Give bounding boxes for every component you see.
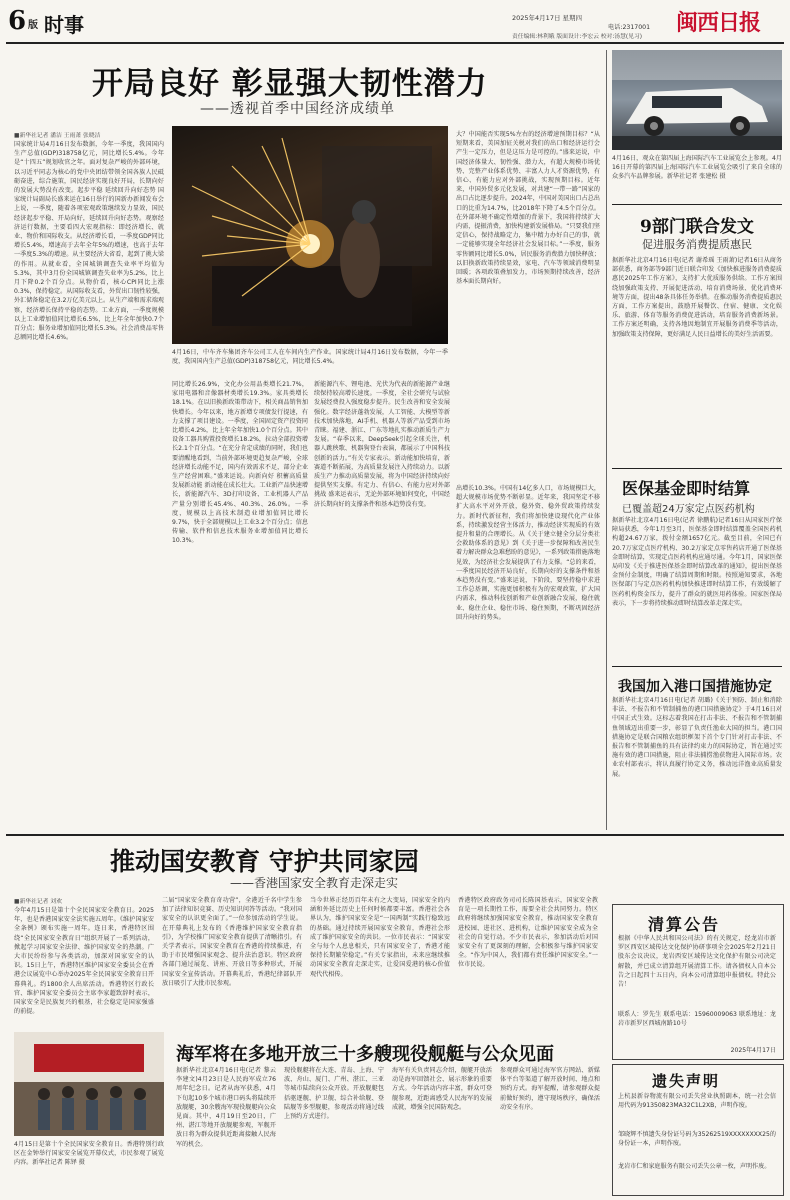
newspaper-brand: 闽西日报 bbox=[676, 10, 761, 36]
third-col4: 参观群众可通过海军官方网站、新媒体平台等渠道了解开放时间、地点和预约方式。海军提醒，请参观群众提前做好预约，遵守现场秩序，确保活动安全有序。 bbox=[500, 1067, 600, 1111]
car-scene bbox=[612, 50, 782, 150]
hk-event-scene bbox=[14, 1032, 164, 1136]
section-title: 时事 bbox=[44, 13, 84, 37]
third-col1: 据新华社北京4月16日电(记者 黎云 李建文)4月23日是人民海军成立76周年纪念日。记者从海军获悉，4月下旬起10多个城市港口码头将陆续开放舰艇，30余艘海军现役舰艇向公众见面。其中，4月19日至20日，广州、湛江等地开放舰艇参观，军舰开放日将为群众提供近距离接触人民海军的机会。 bbox=[176, 1067, 276, 1148]
notice-text: 根据《中华人民共和国公司法》的有关规定，经龙岩市新罗区西安区域传达文化保护协研事项全会2025年2月21日股东会议决议，龙岩西安区域传达文化保护有限公司决定解散，并已成立清算组开展清算工作。请各债权人自本公告之日起四十五日内，向本公司清算组申报债权。特此公告！ bbox=[618, 935, 776, 989]
side-top-text: 据新华社北京4月16日电(记者 谢希瑶 王雨萧)记者16日从商务部获悉，商务部等9部门近日联合印发《加快推进服务消费提质惠民2025年工作方案》，支持扩大优质服务供给。工作方案围绕加强政策支持、开展促进活动、培育消费场景、优化消费环境等方面，提出48条具体任务举措。在推动服务消费提质惠民方面，工作方案提出，鼓励开展餐饮、住宿、健康、文化娱乐、旅游、体育等服务消费促进活动，培育服务消费新场景。工作方案还明确，支持各地因地制宜开展服务消费季等活动，加强政策支持保障，更好满足人民日益增长的美好生活需要。 bbox=[612, 257, 782, 338]
second-headline: 推动国安教育 守护共同家园 bbox=[110, 847, 419, 876]
factory-scene bbox=[172, 126, 448, 344]
header-rule bbox=[6, 42, 784, 44]
second-col4: 香港特区政府政务司司长陈国基表示，国家安全教育是一项长期性工作，需要全社会共同努力。特区政府将继续加强国家安全教育，推动国家安全教育进校园、进社区、进机构，让维护国家安全成为全社会的自觉行动。不少市民表示，参加活动后对国家安全有了更深刻的理解，会积极参与维护国家安全。“作为中国人，我们都有责任维护国家安全。”一位市民说。 bbox=[458, 897, 598, 969]
lost-item-3: 龙岩市仁和家庭服务有限公司丢失公章一枚，声明作废。 bbox=[618, 1163, 771, 1170]
side-mid-subheadline: 已覆盖超24万家定点医药机构 bbox=[622, 504, 755, 515]
side-photo-caption: 4月16日，观众在第四届上海国际汽车工业展览会上参观。4月16日开幕的第四届上海国际汽车工业展览会吸引了来自全球的众多汽车品牌参展。新华社记者 张建松 摄 bbox=[612, 155, 782, 181]
notice-contacts: 联系人：罗先生 联系电话：15960009063 联系地址：龙岩市新罗区西城南路10号 bbox=[618, 1011, 776, 1028]
side-low-text: 据新华社北京4月16日电(记者 胡璐)《关于预防、制止和消除非法、不报告和不管制捕鱼的港口国措施协定》于4月16日对中国正式生效。这标志着我国在打击非法、不报告和不管制捕鱼领域迈出重要一步，彰显了负责任渔业大国的担当。港口国措施协定是联合国粮农组织框架下首个专门针对打击非法、不报告和不管制捕鱼的具有法律约束力的国际协定，旨在通过实施有效的港口国措施，阻止非法捕捞渔获物进入国际市场。农业农村部表示，将认真履行协定义务，推动远洋渔业高质量发展。 bbox=[612, 697, 782, 778]
page-header bbox=[0, 0, 790, 42]
third-headline: 海军将在多地开放三十多艘现役舰艇与公众见面 bbox=[176, 1044, 554, 1065]
column-separator bbox=[606, 50, 607, 830]
second-col1: 今年4月15日是第十个全民国家安全教育日。2025年，也是香港国家安全法实施五周年。《维护国家安全条例》颁布实施一周年。连日来，香港特区围绕“全民国家安全教育日”组织开展了一系列活动，掀起学习国家安全法律、维护国家安全的热潮。广大市民纷纷参与各类活动，加深对国家安全的认识。15日上午，香港特区维护国家安全委员会在香港会议展览中心举办2025年全民国家安全教育日开幕典礼。约1800余人出席活动。香港特区行政长官、维护国家安全委员会主席李家超致辞时表示，国家安全是民族复兴的根基，社会稳定是国家强盛的前提。 bbox=[14, 907, 154, 1016]
lead-headline: 开局良好 彰显强大韧性潜力 bbox=[92, 66, 488, 102]
issue-date: 2025年4月17日 星期四 bbox=[512, 14, 583, 22]
side-rule-3 bbox=[612, 666, 782, 667]
notice-date: 2025年4月17日 bbox=[730, 1047, 776, 1054]
lead-col5: 出增长10.3%。中国有14亿多人口，市场规模巨大，超大规模市场优势不断彰显。近年来，我国坚定不移扩大高水平对外开放，稳外资、稳外贸政策持续发力。新时代新征程，我们将加快建设现代化产业体系，持续激发经营主体活力，推动经济实现质的有效提升和量的合理增长。从《关于建立健全分层分类社会救助体系的意见》到《关于进一步保障和改善民生 着力解决群众急难愁盼的意见》，一系列政策措施落地见效，为经济社会发展提供了有力支撑。“总的来看，一季度国民经济开局良好，长期向好的支撑条件和基本趋势没有变。”盛来运说，下阶段，要坚持稳中求进工作总基调，实施更加积极有为的宏观政策，扩大国内需求，推动科技创新和产业创新融合发展，稳住就业、稳住企业、稳住市场、稳住预期，不断巩固经济回升向好的势头。 bbox=[456, 485, 600, 621]
third-col3: 海军有关负责同志介绍，舰艇开放活动是海军回馈社会、展示形象的重要方式。今年活动内容丰富，群众可登舰参观，近距离感受人民海军的发展成就，增强全民国防观念。 bbox=[392, 1067, 492, 1111]
second-subheadline: ——香港国家安全教育走深走实 bbox=[230, 876, 399, 890]
third-col2: 现役舰艇将在大连、青岛、上海、宁波、舟山、厦门、广州、湛江、三亚等城市陆续向公众开放。开放舰艇包括驱逐舰、护卫舰、综合补给舰、登陆舰等多型舰艇，参观活动将通过线上预约方式进行。 bbox=[284, 1067, 384, 1121]
second-col2: 二届“国家安全教育奇功营”，全港近千名中学生参加了法律知识竞赛、历史知识问答等活动。“我对国家安全的认识更全面了。”一位参加活动的学生说。在开幕典礼上发布的《香港维护国家安全教育指引》，为学校推广国家安全教育提供了清晰指引。有关学者表示，国家安全教育在香港的持续推进，有助于市民增强国家观念、提升法治意识。特区政府各部门通过展览、讲座、开放日等多种形式，开展国家安全宣传活动。开幕典礼后，香港纪律部队开放日吸引了大批市民参观。 bbox=[162, 897, 302, 987]
side-top-headline: 9部门联合发文 bbox=[640, 217, 754, 237]
second-col3: 当今世界正经历百年未有之大变局，国家安全的内涵和外延比历史上任何时候都要丰富。香港社会各界认为，维护国家安全是“一国两制”实践行稳致远的基础。通过持续开展国家安全教育，香港社会形成了维护国家安全的共识。一位市民表示：“国家安全与每个人息息相关，只有国家安全了，香港才能保持长期繁荣稳定。”有关专家指出，未来应继续推动国家安全教育走深走实，让爱国爱港的核心价值观代代相传。 bbox=[310, 897, 450, 978]
lead-photo-caption: 4月16日，中车齐车集团齐车公司工人在车间内生产作业。国家统计局4月16日发布数据，今年一季度，我国国内生产总值(GDP)318758亿元，同比增长5.4%。 bbox=[172, 349, 448, 366]
lead-byline: ■新华社记者 潘洁 王雨萧 张晓洁 bbox=[14, 133, 101, 139]
mid-rule bbox=[6, 834, 784, 836]
side-mid-headline: 医保基金即时结算 bbox=[622, 479, 751, 498]
side-rule-2 bbox=[612, 468, 782, 469]
lead-photo-factory bbox=[172, 126, 448, 344]
second-photo-caption: 4月15日是第十个全民国家安全教育日。香港特别行政区在金钟举行国家安全展览开幕仪式，市民参观了展览内容。新华社记者 陈铎 摄 bbox=[14, 1141, 164, 1167]
side-photo-car bbox=[612, 50, 782, 150]
side-mid-text: 据新华社北京4月16日电(记者 徐鹏航)记者16日从国家医疗保障局获悉，今年1月至3月，医保基金即时结算覆盖全国医药机构超24.67万家，拨付金额1657亿元。截至目前，全国已有20.7万家定点医疗机构、30.2万家定点零售药店开通了医保基金即时结算，实现定点医药机构应通尽通。今年1月，国家医保局印发《关于推进医保基金即时结算改革的通知》，提出医保基金预付金制度，明确了结算周期和时限。按照通知要求，各地医保部门与定点医药机构加快推进即时结算工作，有效缓解了医药机构资金压力，提升了群众的就医用药体验。国家医保局表示，下一步将持续推动即时结算改革走深走实。 bbox=[612, 517, 782, 607]
side-low-headline: 我国加入港口国措施协定 bbox=[618, 679, 772, 695]
notice-title: 清算公告 bbox=[648, 915, 721, 934]
page-number: 6 bbox=[8, 6, 27, 36]
lead-subheadline: ——透视首季中国经济成绩单 bbox=[200, 101, 395, 117]
second-byline: ■新华社记者 刘欢 bbox=[14, 899, 62, 905]
lead-col2: 同比增长26.9%，文化办公用品类增长21.7%，家用电器和音像器材类增长19.3%。家具类增长18.1%。在以旧换新政策带动下，相关商品销售加快增长。今年以来，地方新增专项债发行提速，有力支撑了项目建设。一季度，全国固定资产投资同比增长4.2%，比上年全年加快1.0个百分点。其中设备工器具购置投资增长18.2%，拉动全部投资增长2.1个百分点。“在充分肯定成绩的同时，我们也要清醒地看到，当前外部环境更趋复杂严峻，全球经济增长动能不足，国内有效需求不足，部分企业生产经营困难。”盛来运说。向新向好 积蓄高质量发展新动能 新动能在成长壮大。工业新产品快速增长，新能源汽车、3D打印设备、工业机器人产品产量分别增长45.4%、40.3%、26.0%。一季度，规模以上高技术制造业增加值同比增长9.7%，快于全部规模以上工业3.2个百分点；信息传输、软件和信息技术服务业增加值同比增长10.3%。 bbox=[172, 381, 308, 545]
lead-col4: 大？中国能否实现5%左右的经济增速预期目标？“从短期来看，美国加征关税对我们的出口和经济运行会产生一定压力，但是这压力是可控的。”盛来运说，中国经济体量大、韧性强、潜力大，有超大规模市场优势、完整产业体系优势、丰富人力人才资源优势，有信心、有能力应对外部挑战，实现预期目标。近年来，中国外贸多元化发展，对共建“一带一路”国家的出口占比逐步提升。2024年，中国对美国出口占总出口的比重为14.7%，比2018年下降了4.5个百分点。在外部环境不确定性增加的背景下，我国将持续扩大内需，提振消费，加快构建新发展格局。“只要我们坚定信心，保持战略定力，集中精力办好自己的事，就一定能够实现全年经济社会发展目标。”一季度，服务零售额同比增长5.0%，居民服务消费潜力加快释放；以旧换新政策持续显效，家电、汽车等领域消费明显回暖；各项政策叠加发力，市场预期持续改善，经济基本面长期向好。 bbox=[456, 131, 600, 286]
lead-col1: 国家统计局4月16日发布数据，今年一季度，我国国内生产总值(GDP)318758亿元，同比增长5.4%。今年是“十四五”规划收官之年。面对复杂严峻的外部环境，以习近平同志为核心的党中央团结带领全国各族人民砥砺奋进，综合施策，国民经济实现良好开局，长期向好的发展大势没有改变。起步平稳 延续回升向好态势 国家统计局副局长盛来运在16日举行的国新办新闻发布会上说，一季度，随着各项宏观政策继续发力显效，国民经济起步平稳、开局向好，延续回升向好态势。观察经济运行数据，主要看四大宏观指标：即经济增长、就业、物价和国际收支。从经济增长看，一季度GDP同比增长5.4%，增速高于去年全年5%的增速，也高于去年一季度5.3%的增速。从主要经济大省看，起到了挑大梁的作用。从就业看，全国城镇调查失业率平均值为5.3%，其中3月份全国城镇调查失业率为5.2%，比上月下降0.2个百分点。从物价看，核心CPI同比上涨0.3%，保持稳定。从国际收支看，外贸出口韧性较强，外汇储备稳定在3.2万亿美元以上。从生产端和需求端观察，经济增长保持平稳的态势。工业方面，一季度规模以上工业增加值同比增长6.5%，比上年全年加快0.7个百分点；服务业增加值同比增长5.3%。社会消费品零售总额同比增长4.6%。 bbox=[14, 141, 164, 342]
second-photo-hk bbox=[14, 1032, 164, 1136]
lost-item-2: 邹晓辉不慎遗失身份证号码为35262519XXXXXXXX25的身份证一本，声明作废。 bbox=[618, 1131, 776, 1148]
editors-line: 责任编辑:林利娥 版面设计:李宏云 校对:汤慧(见习) bbox=[512, 34, 643, 40]
lost-title: 遗失声明 bbox=[652, 1072, 721, 1090]
page-number-suffix: 版 bbox=[28, 20, 38, 31]
editor-phone: 电话:2317001 bbox=[608, 24, 651, 31]
side-rule-1 bbox=[612, 204, 782, 205]
lost-item-1: 上杭县新谷物流有限公司丢失营业执照副本，统一社会信用代码为91350823MA32C1L2XB，声明作废。 bbox=[618, 1093, 776, 1110]
side-top-subheadline: 促进服务消费提质惠民 bbox=[642, 238, 752, 251]
lead-col3: 新能源汽车、锂电池、光伏为代表的新能源产业继续保持较高增长速度。一季度，全社会研究与试验发展经费投入强度稳步提升。民生改善和安全发展强化。数字经济蓬勃发展，人工智能、大模型等新技术加快落地，AI手机、机器人等新产品受到市场青睐。福建、浙江、广东等地扎实推动新质生产力发展。“春季以来，DeepSeek引起全球关注，机器人跳秧歌、机器狗登台表演，都展示了中国科技创新的活力。”有关专家表示。新动能加快培育，新赛道不断拓展，为高质量发展注入持续动力。以新质生产力推动高质量发展，将为中国经济持续向好提供坚实支撑。有定力、有信心、有能力应对外部挑战 盛来运表示，无论外部环境如何变化，中国经济长期向好的支撑条件和基本趋势没有变。 bbox=[314, 381, 450, 508]
